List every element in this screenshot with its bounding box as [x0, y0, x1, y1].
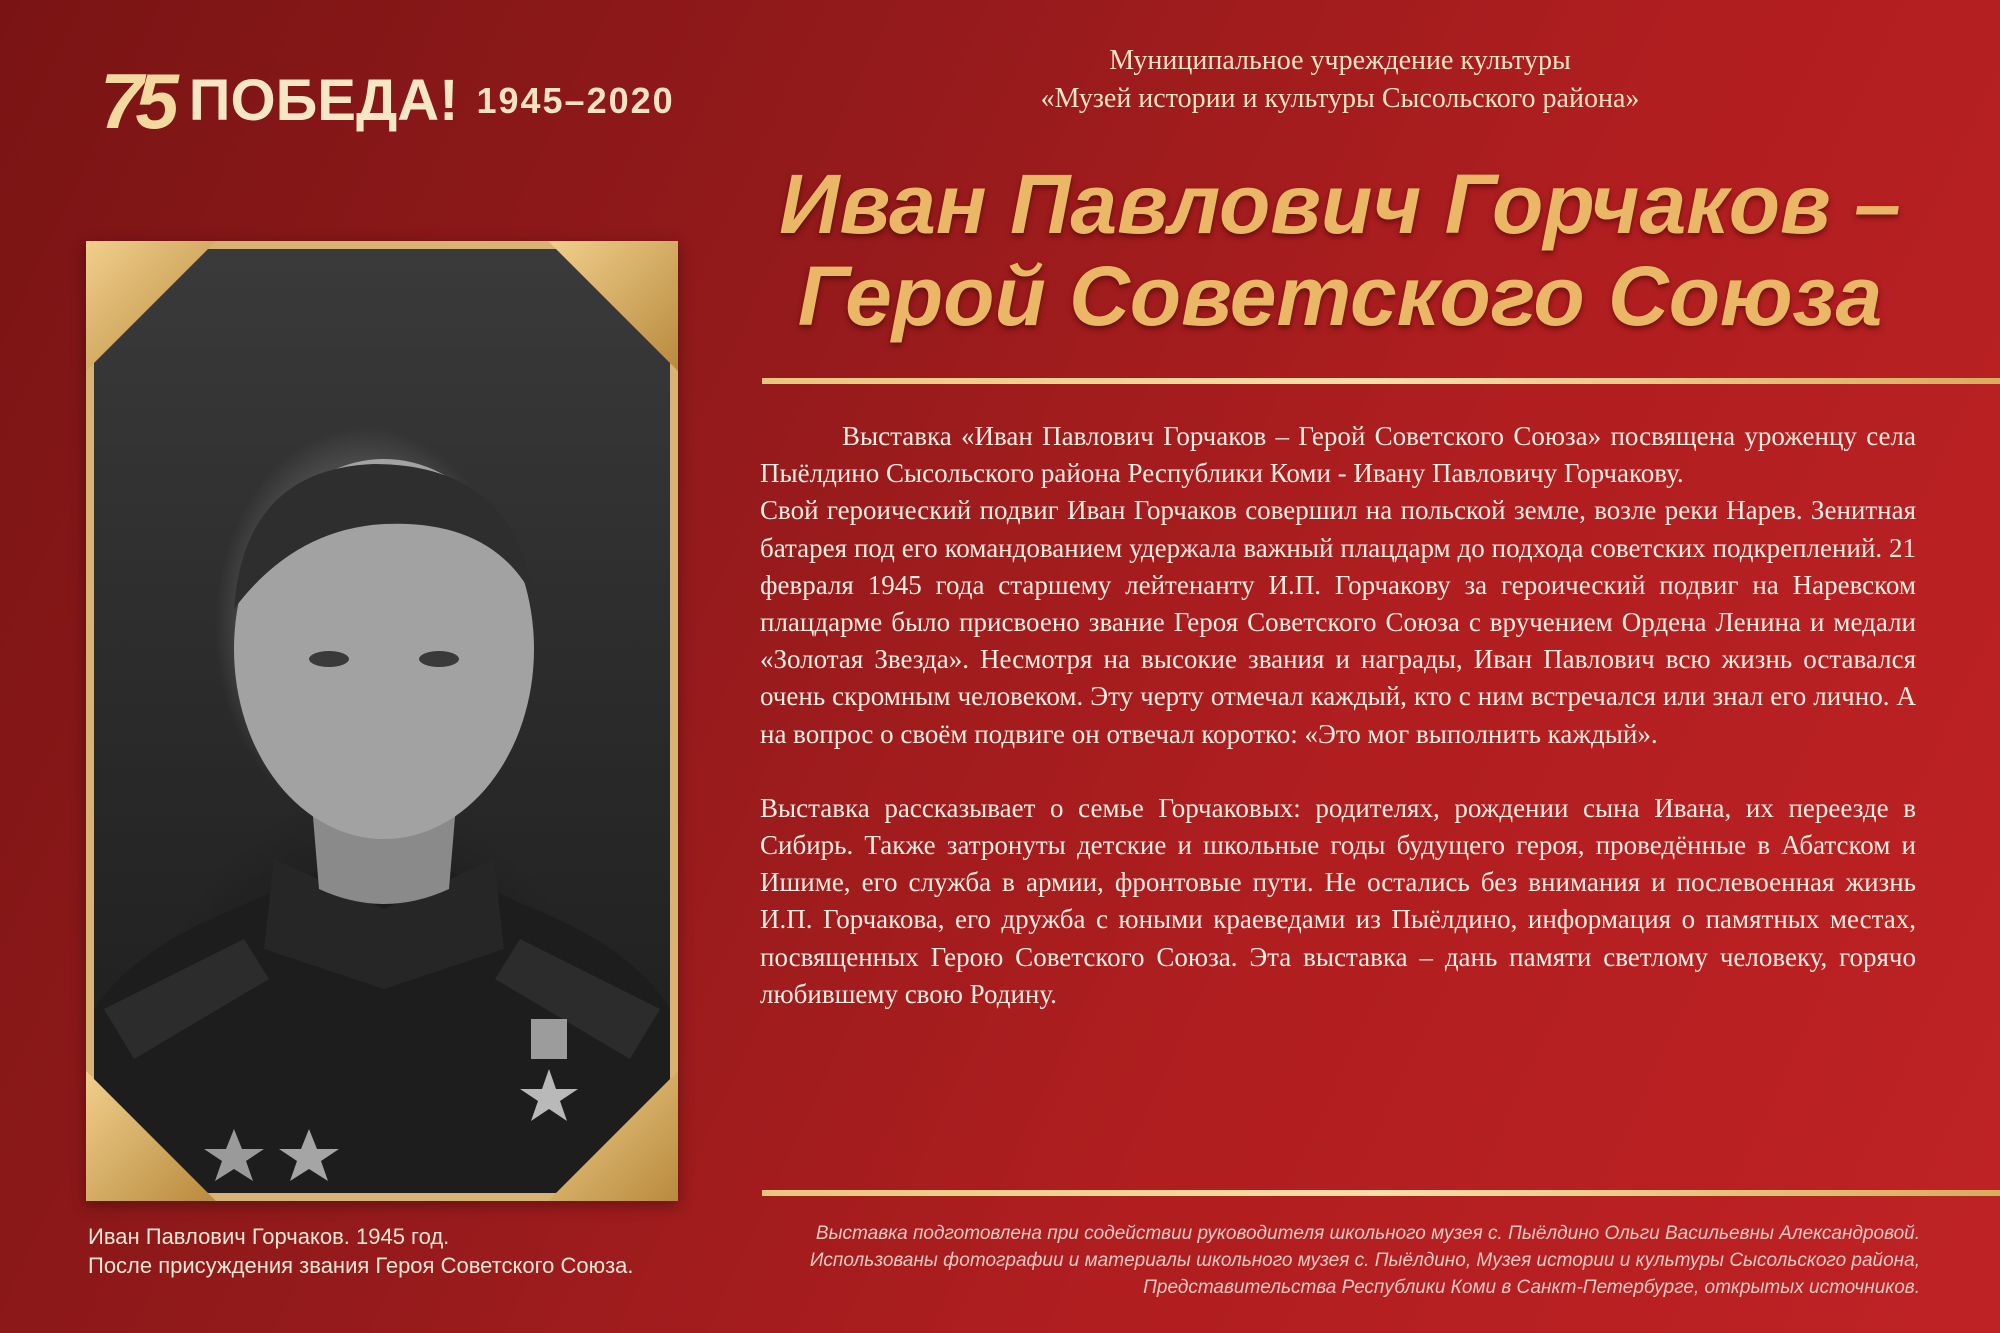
- exhibition-description: [760, 418, 1916, 1013]
- description-paragraph-3: Выставка рассказывает о семье Горчаковых: родителях, рождении сына Ивана, их переезде в Сибирь. Также затронуты детские и школьные годы будущего героя, проведённые в Абатском и Ишиме, его служба в армии, фронтовые пути. Не остались без внимания и послевоенная жизнь И.П. Горчакова, его дружба с юными краеведами из Пыёлдино, информация о памятных местах, посвященных Герою Советского Союза. Эта выставка – дань памяти светлому человеку, горячо любившему свою Родину.: [760, 792, 1916, 1009]
- caption-line-2: После присуждения звания Героя Советского Союза.: [88, 1253, 634, 1278]
- credits-line-3: Представительства Республики Коми в Санкт-Петербурге, открытых источников.: [1143, 1277, 1920, 1298]
- top-divider: [762, 378, 2000, 384]
- page-title: [760, 158, 1920, 342]
- description-paragraph-2: Свой героический подвиг Иван Горчаков совершил на польской земле, возле реки Нарев. Зенитная батарея под его командованием удержала важный плацдарм до подхода советских подкреплений. 21 февраля 1945 года старшему лейтенанту И.П. Горчакову за героический подвиг на Наревском плацдарме было присвоено звание Героя Советского Союза с вручением Ордена Ленина и медали «Золотая Звезда». Несмотря на высокие звания и награды, Иван Павлович всю жизнь оставался очень скромным человеком. Эту черту отмечал каждый, кто с ним встречался или знал его лично. А на вопрос о своём подвиге он отвечал коротко: «Это мог выполнить каждый».: [760, 495, 1916, 749]
- credits-line-1: Выставка подготовлена при содействии руководителя школьного музея с. Пыёлдино Ольги Васильевны Александровой.: [815, 1223, 1920, 1244]
- victory-75-logo: [100, 57, 675, 145]
- photo-caption: [88, 1222, 728, 1280]
- credits-line-2: Использованы фотографии и материалы школьного музея с. Пыёлдино, Музея истории и культуры Сысольского района,: [809, 1250, 1920, 1271]
- portrait-photo: [94, 249, 670, 1193]
- institution-line-1: Муниципальное учреждение культуры: [1109, 45, 1571, 76]
- bottom-divider: [762, 1190, 2000, 1196]
- logo-years: 1945–2020: [476, 80, 675, 121]
- portrait-frame: [86, 241, 678, 1201]
- description-paragraph-1: Выставка «Иван Павлович Горчаков – Герой Советского Союза» посвящена уроженцу села Пыёлдино Сысольского района Республики Коми - Ивану Павловичу Горчакову.: [760, 421, 1916, 489]
- logo-word: ПОБЕДА!: [188, 68, 459, 133]
- institution-line-2: «Музей истории и культуры Сысольского района»: [1040, 83, 1640, 114]
- paragraph-spacer: [760, 753, 1916, 790]
- caption-line-1: Иван Павлович Горчаков. 1945 год.: [88, 1224, 450, 1249]
- title-line-2: Герой Советского Союза: [797, 249, 1883, 343]
- credits: [760, 1220, 1920, 1301]
- title-line-1: Иван Павлович Горчаков –: [779, 157, 1901, 251]
- portrait-illustration: [94, 249, 670, 1193]
- logo-75-mark: 75: [100, 57, 171, 145]
- institution-name: [760, 42, 1920, 118]
